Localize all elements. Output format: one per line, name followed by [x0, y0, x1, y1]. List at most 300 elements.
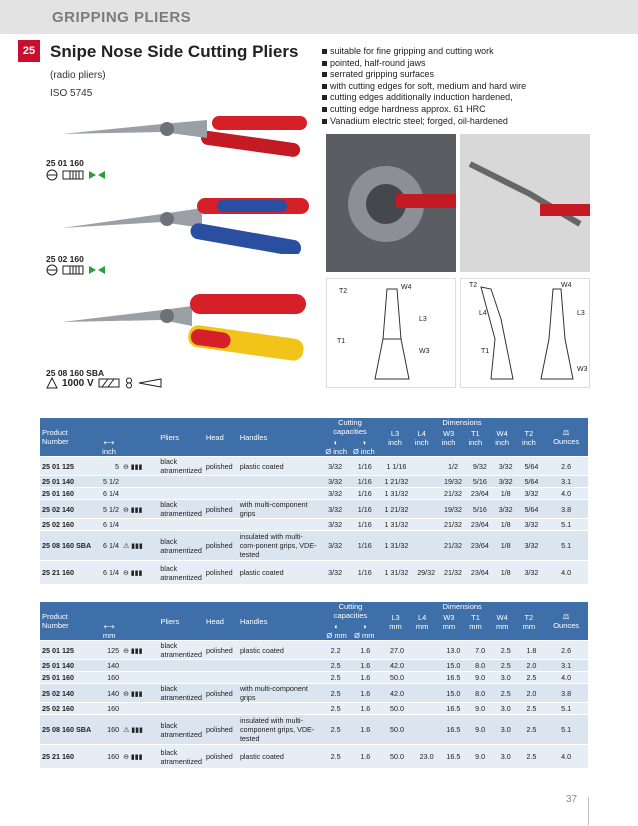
feature-item: cutting edges additionally induction hardened,: [322, 92, 622, 104]
product-number-cell: 25 02 140: [40, 684, 97, 703]
value-cell: 3/32: [493, 457, 519, 476]
serrated-jaw-icon: [62, 170, 84, 180]
value-cell: 1 31/32: [380, 561, 414, 585]
product-number-cell: 25 01 125: [40, 457, 97, 476]
head-cell: polished: [204, 684, 238, 703]
handles-cell: plastic coated: [238, 641, 321, 660]
value-cell: 2.0: [519, 660, 545, 672]
head-cell: polished: [204, 500, 238, 519]
handles-cell: insulated with multi-component grips, VDE-tested: [238, 715, 321, 745]
value-cell: 1.6: [350, 684, 380, 703]
value-cell: 3/32: [320, 519, 350, 531]
variant-code: 25 08 160 SBA: [46, 368, 105, 378]
dim-label: W4: [401, 284, 412, 291]
value-cell: 1.8: [519, 641, 545, 660]
col-header-handles: Handles: [238, 602, 321, 641]
head-cell: [204, 476, 238, 488]
col-header-weight: ⚖ Ounces: [544, 602, 588, 641]
variant-symbols: [46, 169, 106, 181]
feature-symbols-icon: ⊖ ▮▮▮: [123, 690, 143, 698]
value-cell: 2.5: [493, 641, 519, 660]
value-cell: [413, 519, 439, 531]
handles-cell: insulated with multi-com-ponent grips, VDE-tested: [238, 531, 321, 561]
usage-photo-right: [460, 134, 590, 272]
length-cell: 125: [97, 641, 121, 660]
dim-label: L3: [419, 316, 427, 323]
variant-symbols: [46, 264, 106, 276]
value-cell: 3/32: [320, 476, 350, 488]
dim-label: T2: [339, 288, 348, 295]
pliers-cell: [158, 519, 204, 531]
scale-icon: ⚖: [562, 612, 570, 621]
value-cell: 2.6: [544, 457, 588, 476]
product-number-cell: 25 01 160: [40, 672, 97, 684]
value-cell: 1/16: [350, 561, 380, 585]
value-cell: 9.0: [467, 745, 493, 769]
value-cell: 50.0: [380, 703, 414, 715]
value-cell: 1.6: [350, 715, 380, 745]
col-header-weight: ⚖ Ounces: [544, 418, 588, 457]
value-cell: 1 21/32: [380, 476, 414, 488]
table-row: [40, 660, 588, 672]
value-cell: 2.5: [493, 660, 519, 672]
value-cell: 3.1: [544, 660, 588, 672]
value-cell: 9.0: [467, 715, 493, 745]
handles-cell: [238, 672, 321, 684]
value-cell: 9.0: [467, 672, 493, 684]
length-cell: 140: [97, 660, 121, 672]
length-cell: 6 1/4: [97, 519, 121, 531]
cutting-capacity-icon: [124, 377, 134, 389]
col-header-head: Head: [204, 602, 238, 641]
col-header-cutting-group: Cutting capacities ◐ ◑ Ø inch Ø inch: [320, 418, 379, 457]
length-cell: 5 1/2: [97, 500, 121, 519]
symbol-cell: [121, 715, 158, 745]
jaw-shape-icon: [138, 378, 162, 388]
variant-symbols: [46, 377, 162, 389]
serrated-jaw-icon: [62, 265, 84, 275]
symbol-cell: [121, 703, 158, 715]
value-cell: 19/32: [439, 476, 467, 488]
value-cell: 3/32: [320, 457, 350, 476]
value-cell: 5.1: [544, 715, 588, 745]
symbol-cell: [121, 684, 158, 703]
value-cell: 1.6: [350, 703, 380, 715]
symbol-cell: [121, 672, 158, 684]
value-cell: 2.2: [321, 641, 351, 660]
product-number-cell: 25 02 140: [40, 500, 97, 519]
value-cell: 42.0: [380, 660, 414, 672]
col-header-cutting-group: Cutting capacities ◐ ◑ Ø mm Ø mm: [321, 602, 380, 641]
dim-label: W3: [577, 366, 588, 373]
value-cell: 3.0: [493, 672, 519, 684]
col-header-icons: [121, 418, 158, 457]
value-cell: 23/64: [467, 531, 493, 561]
col-header-head: Head: [204, 418, 238, 457]
col-header-length: ⟷ mm: [97, 602, 121, 641]
handles-cell: plastic coated: [238, 561, 321, 585]
length-arrow-icon: ⟷: [103, 622, 115, 631]
col-header-pliers: Pliers: [158, 602, 204, 641]
pliers-multicomponent-image: [42, 188, 312, 254]
table-row: [40, 500, 588, 519]
symbol-cell: [121, 476, 158, 488]
length-cell: 160: [97, 703, 121, 715]
value-cell: 2.5: [519, 703, 545, 715]
value-cell: [414, 703, 440, 715]
handles-cell: [238, 488, 321, 500]
usage-photo-left: [326, 134, 456, 272]
value-cell: 2.5: [321, 703, 351, 715]
dim-label: T2: [469, 282, 478, 289]
value-cell: 1.6: [350, 660, 380, 672]
length-cell: 6 1/4: [97, 531, 121, 561]
dim-label: T1: [337, 338, 346, 345]
value-cell: 5/64: [519, 457, 545, 476]
value-cell: 3.0: [493, 715, 519, 745]
value-cell: [414, 641, 440, 660]
symbol-cell: [121, 660, 158, 672]
value-cell: 4.0: [544, 745, 588, 769]
handles-cell: with multi-component grips: [238, 684, 321, 703]
head-cell: polished: [204, 561, 238, 585]
head-cell: polished: [204, 745, 238, 769]
value-cell: 2.5: [519, 745, 545, 769]
handles-cell: [238, 476, 321, 488]
value-cell: 1 31/32: [380, 531, 414, 561]
value-cell: [413, 476, 439, 488]
product-title: Snipe Nose Side Cutting Pliers: [50, 42, 299, 61]
col-header-length: ⟷ inch: [97, 418, 121, 457]
head-cell: polished: [204, 531, 238, 561]
value-cell: 1/8: [493, 531, 519, 561]
product-number-cell: 25 08 160 SBA: [40, 531, 97, 561]
value-cell: 2.5: [519, 715, 545, 745]
product-number-cell: 25 01 160: [40, 488, 97, 500]
value-cell: 16.5: [440, 703, 468, 715]
value-cell: 1/16: [350, 476, 380, 488]
dim-label: W3: [419, 348, 430, 355]
product-number-cell: 25 21 160: [40, 561, 97, 585]
symbol-cell: [121, 531, 158, 561]
value-cell: 1/16: [350, 488, 380, 500]
feature-item: suitable for fine gripping and cutting work: [322, 46, 622, 58]
value-cell: 15.0: [440, 660, 468, 672]
handles-cell: [238, 519, 321, 531]
length-arrow-icon: ⟷: [103, 438, 115, 447]
value-cell: 2.5: [519, 672, 545, 684]
dim-label: W4: [561, 282, 572, 289]
handles-cell: plastic coated: [238, 745, 321, 769]
voltage-rating: 1000 V: [62, 377, 94, 389]
technical-drawing-bent: [460, 278, 590, 388]
feature-item: with cutting edges for soft, medium and hard wire: [322, 81, 622, 93]
pliers-cell: [158, 672, 204, 684]
feature-list: [322, 46, 622, 127]
value-cell: 23/64: [467, 519, 493, 531]
value-cell: 4.0: [544, 488, 588, 500]
product-number-cell: 25 21 160: [40, 745, 97, 769]
feature-symbols-icon: ⚠ ▮▮▮: [122, 543, 143, 550]
value-cell: 2.5: [321, 672, 351, 684]
product-number-cell: 25 01 140: [40, 476, 97, 488]
value-cell: 9.0: [467, 703, 493, 715]
product-number-tab: 25: [18, 40, 40, 62]
pliers-cell: black atramentized: [160, 641, 203, 659]
table-row: [40, 488, 588, 500]
gripping-zone-icon: [98, 377, 120, 389]
value-cell: 50.0: [380, 715, 414, 745]
table-row: [40, 641, 588, 660]
value-cell: 1/8: [493, 488, 519, 500]
symbol-cell: [121, 457, 158, 476]
value-cell: 3.0: [493, 703, 519, 715]
symbol-cell: [121, 641, 158, 660]
handles-cell: [238, 703, 321, 715]
dim-label: L3: [577, 310, 585, 317]
dim-label: T1: [481, 348, 490, 355]
value-cell: 5.1: [544, 519, 588, 531]
length-cell: 5 1/2: [97, 476, 121, 488]
value-cell: 1/16: [350, 457, 380, 476]
product-number-cell: 25 01 125: [40, 641, 97, 660]
value-cell: 3.8: [544, 500, 588, 519]
pliers-cell: [158, 703, 204, 715]
symbol-cell: [121, 561, 158, 585]
pliers-cell: black atramentized: [160, 457, 202, 475]
length-cell: 6 1/4: [97, 488, 121, 500]
feature-symbols-icon: ⚠ ▮▮▮: [123, 727, 143, 734]
col-header-dimensions-group: Dimensions L3 inch L4 inch W3 inch T1 inch W4 inch T2 inch: [380, 418, 545, 457]
value-cell: 1/16: [350, 531, 380, 561]
value-cell: 50.0: [380, 672, 414, 684]
value-cell: 5.1: [544, 703, 588, 715]
symbol-cell: [121, 488, 158, 500]
col-header-pliers: Pliers: [158, 418, 204, 457]
head-cell: polished: [204, 457, 238, 476]
value-cell: 23/64: [467, 561, 493, 585]
head-cell: [204, 703, 238, 715]
symbol-cell: [121, 745, 158, 769]
value-cell: 1/2: [439, 457, 467, 476]
product-number-cell: 25 08 160 SBA: [40, 715, 97, 745]
col-header-product: Product Number: [40, 418, 97, 457]
value-cell: 19/32: [439, 500, 467, 519]
value-cell: 23.0: [414, 745, 440, 769]
value-cell: 21/32: [439, 561, 467, 585]
col-header-product: Product Number: [40, 602, 97, 641]
value-cell: 8.0: [467, 660, 493, 672]
value-cell: 1/8: [493, 561, 519, 585]
product-number-cell: 25 02 160: [40, 703, 97, 715]
product-number-cell: 25 01 140: [40, 660, 97, 672]
value-cell: 13.0: [440, 641, 468, 660]
value-cell: 23/64: [467, 488, 493, 500]
value-cell: 7.0: [467, 641, 493, 660]
pliers-cell: [158, 488, 204, 500]
value-cell: 1.6: [350, 672, 380, 684]
value-cell: 1/16: [350, 500, 380, 519]
value-cell: [414, 684, 440, 703]
value-cell: 21/32: [439, 488, 467, 500]
value-cell: 3/32: [519, 488, 545, 500]
col-header-icons: [121, 602, 158, 641]
iso-standard: ISO 5745: [50, 88, 93, 99]
value-cell: 21/32: [439, 531, 467, 561]
length-cell: 160: [97, 715, 121, 745]
value-cell: 4.0: [544, 672, 588, 684]
handles-cell: plastic coated: [238, 457, 321, 476]
table-row: [40, 672, 588, 684]
table-row: [40, 715, 588, 745]
head-cell: [204, 519, 238, 531]
scale-icon: ⚖: [562, 428, 570, 437]
variant-code: 25 01 160: [46, 158, 84, 168]
value-cell: 5/64: [519, 476, 545, 488]
pliers-cell: [158, 476, 204, 488]
value-cell: 50.0: [380, 745, 414, 769]
pliers-cell: black atramentized: [158, 745, 204, 769]
value-cell: 1 31/32: [380, 519, 414, 531]
pliers-cell: black atramentized: [158, 715, 204, 745]
length-cell: 140: [97, 684, 121, 703]
length-cell: 160: [97, 672, 121, 684]
table-row: [40, 561, 588, 585]
length-cell: 6 1/4: [97, 561, 121, 585]
value-cell: [414, 715, 440, 745]
value-cell: 3/32: [519, 519, 545, 531]
cutting-edge-icon: [46, 264, 58, 276]
pliers-cell: black atramentized: [160, 500, 202, 518]
value-cell: 3/32: [493, 476, 519, 488]
value-cell: 2.5: [321, 745, 351, 769]
value-cell: 3/32: [519, 561, 545, 585]
value-cell: 16.5: [440, 745, 468, 769]
handle-color-icon: [88, 265, 106, 275]
pliers-cell: black atramentized: [158, 561, 204, 585]
value-cell: 5/16: [467, 476, 493, 488]
value-cell: 2.6: [544, 641, 588, 660]
table-row: [40, 703, 588, 715]
value-cell: 2.5: [321, 715, 351, 745]
feature-symbols-icon: ⊖ ▮▮▮: [123, 754, 143, 761]
spec-table-inch: [40, 418, 588, 585]
value-cell: 5/64: [519, 500, 545, 519]
pliers-cell: [158, 660, 204, 672]
value-cell: 3/32: [320, 488, 350, 500]
value-cell: 16.5: [440, 715, 468, 745]
value-cell: [414, 660, 440, 672]
value-cell: [413, 457, 439, 476]
technical-drawing-straight: [326, 278, 456, 388]
value-cell: 21/32: [439, 519, 467, 531]
pliers-red-image: [42, 102, 312, 158]
value-cell: [414, 672, 440, 684]
pliers-insulated-image: [42, 282, 312, 362]
feature-item: pointed, half-round jaws: [322, 58, 622, 70]
head-cell: polished: [204, 715, 238, 745]
product-number-cell: 25 02 160: [40, 519, 97, 531]
value-cell: 2.5: [493, 684, 519, 703]
value-cell: 2.5: [321, 660, 351, 672]
variant-code: 25 02 160: [46, 254, 84, 264]
spec-table-mm: [40, 602, 588, 769]
value-cell: 29/32: [413, 561, 439, 585]
page-divider: [588, 797, 589, 825]
value-cell: 27.0: [380, 641, 414, 660]
handles-cell: with multi-component grips: [238, 500, 321, 519]
soft-wire-icon: ◐: [333, 438, 339, 447]
value-cell: 8.0: [467, 684, 493, 703]
table-row: [40, 684, 588, 703]
value-cell: 3.8: [544, 684, 588, 703]
warning-triangle-icon: [46, 377, 58, 389]
length-cell: 5: [97, 457, 121, 476]
value-cell: 1 21/32: [380, 500, 414, 519]
table-row: [40, 476, 588, 488]
value-cell: 5.1: [544, 531, 588, 561]
value-cell: 42.0: [380, 684, 414, 703]
pliers-cell: black atramentized: [160, 684, 203, 702]
table-row: [40, 531, 588, 561]
handles-cell: [238, 660, 321, 672]
value-cell: 1 1/16: [380, 457, 414, 476]
value-cell: 3/32: [519, 531, 545, 561]
value-cell: 2.5: [321, 684, 351, 703]
symbol-cell: [121, 519, 158, 531]
value-cell: 1.6: [350, 745, 380, 769]
value-cell: [413, 488, 439, 500]
head-cell: [204, 488, 238, 500]
table-row: [40, 457, 588, 476]
feature-item: Vanadium electric steel; forged, oil-hardened: [322, 116, 622, 128]
value-cell: 16.5: [440, 672, 468, 684]
symbol-cell: [121, 500, 158, 519]
value-cell: 3/32: [320, 561, 350, 585]
dim-label: L4: [479, 310, 487, 317]
feature-item: cutting edge hardness approx. 61 HRC: [322, 104, 622, 116]
soft-wire-icon: ◐: [334, 622, 339, 631]
feature-symbols-icon: ⊖ ▮▮▮: [122, 570, 143, 577]
value-cell: 1/8: [493, 519, 519, 531]
table-row: [40, 519, 588, 531]
value-cell: 3.1: [544, 476, 588, 488]
value-cell: 1.6: [350, 641, 380, 660]
head-cell: [204, 660, 238, 672]
cutting-edge-icon: [46, 169, 58, 181]
col-header-dimensions-group: Dimensions L3 mm L4 mm W3 mm T1 mm W4 mm T2 mm: [380, 602, 544, 641]
value-cell: 1/16: [350, 519, 380, 531]
length-cell: 160: [97, 745, 121, 769]
hard-wire-icon: ◑: [361, 438, 367, 447]
hard-wire-icon: ◑: [362, 622, 367, 631]
section-header-bar: [0, 0, 638, 34]
col-header-handles: Handles: [238, 418, 321, 457]
section-title: GRIPPING PLIERS: [52, 9, 192, 26]
product-subtitle: (radio pliers): [50, 70, 106, 81]
value-cell: [413, 500, 439, 519]
feature-symbols-icon: ⊖ ▮▮▮: [122, 506, 143, 514]
feature-item: serrated gripping surfaces: [322, 69, 622, 81]
value-cell: 5/16: [467, 500, 493, 519]
pliers-cell: black atramentized: [158, 531, 204, 561]
table-row: [40, 745, 588, 769]
value-cell: [413, 531, 439, 561]
head-cell: [204, 672, 238, 684]
value-cell: 3/32: [493, 500, 519, 519]
value-cell: 3/32: [320, 500, 350, 519]
value-cell: 2.0: [519, 684, 545, 703]
